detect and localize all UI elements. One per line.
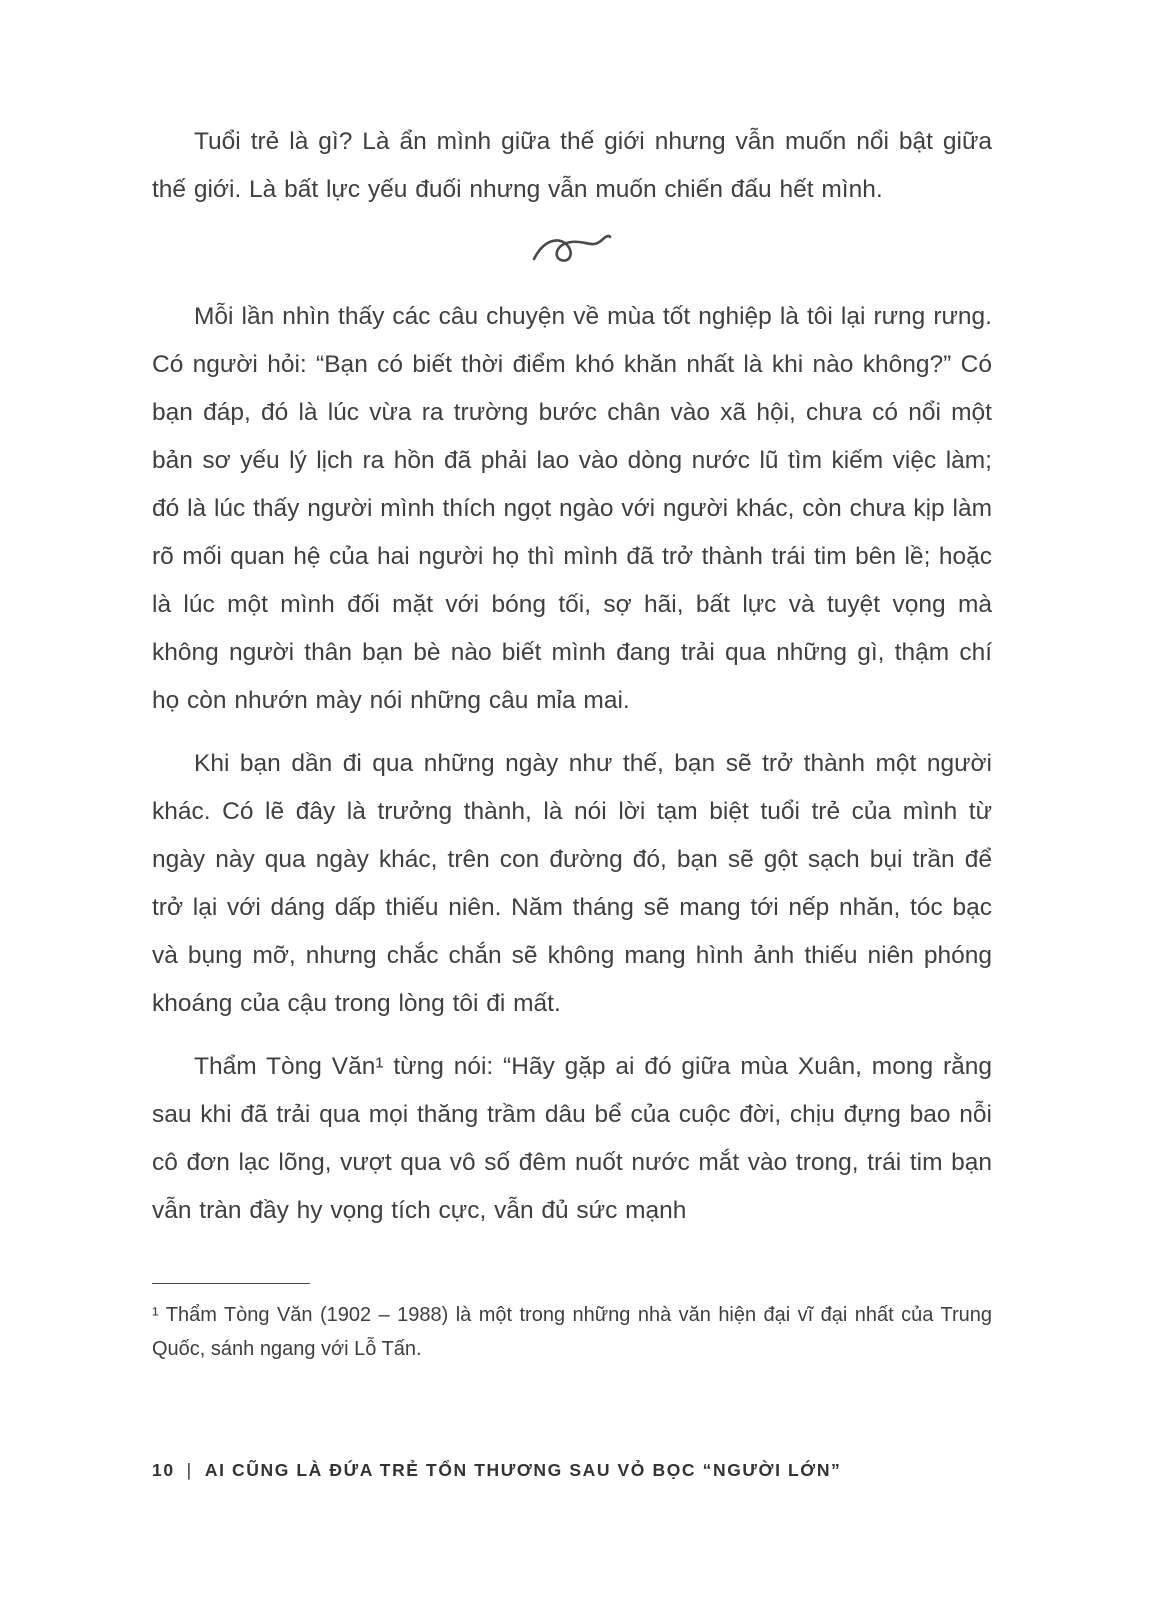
page-footer: [152, 1460, 1052, 1481]
footer-separator: |: [186, 1460, 193, 1480]
flourish-icon: [530, 229, 614, 271]
body-paragraph: Thẩm Tòng Văn¹ từng nói: “Hãy gặp ai đó giữa mùa Xuân, mong rằng sau khi đã trải qua mọi thăng trầm dâu bể của cuộc đời, chịu đựng bao nỗi cô đơn lạc lõng, vượt qua vô số đêm nuốt nước mắt vào trong, trái tim bạn vẫn tràn đầy hy vọng tích cực, vẫn đủ sức mạnh: [152, 1053, 992, 1224]
body-paragraph: Mỗi lần nhìn thấy các câu chuyện về mùa tốt nghiệp là tôi lại rưng rưng. Có người hỏi: “Bạn có biết thời điểm khó khăn nhất là khi nào không?” Có bạn đáp, đó là lúc vừa ra trường bước chân vào xã hội, chưa có nổi một bản sơ yếu lý lịch ra hồn đã phải lao vào dòng nước lũ tìm kiếm việc làm; đó là lúc thấy người mình thích ngọt ngào với người khác, còn chưa kịp làm rõ mối quan hệ của hai người họ thì mình đã trở thành trái tim bên lề; hoặc là lúc một mình đối mặt với bóng tối, sợ hãi, bất lực và tuyệt vọng mà không người thân bạn bè nào biết mình đang trải qua những gì, thậm chí họ còn nhướn mày nói những câu mỉa mai.: [152, 303, 992, 714]
footnote-text: ¹ Thẩm Tòng Văn (1902 – 1988) là một trong những nhà văn hiện đại vĩ đại nhất của Trung Quốc, sánh ngang với Lỗ Tấn.: [152, 1304, 992, 1360]
book-title: AI CŨNG LÀ ĐỨA TRẺ TỔN THƯƠNG SAU VỎ BỌC “NGƯỜI LỚN”: [204, 1460, 842, 1480]
epigraph-paragraph: Tuổi trẻ là gì? Là ẩn mình giữa thế giới nhưng vẫn muốn nổi bật giữa thế giới. Là bất lực yếu đuối nhưng vẫn muốn chiến đấu hết mình.: [152, 128, 992, 203]
footnote-separator-rule: [152, 1283, 310, 1284]
footnote-block: [152, 1283, 992, 1366]
page-number: 10: [152, 1460, 175, 1480]
section-divider-ornament: [152, 229, 992, 275]
body-text-block: [152, 118, 992, 1250]
body-paragraph: Khi bạn dần đi qua những ngày như thế, bạn sẽ trở thành một người khác. Có lẽ đây là trưởng thành, là nói lời tạm biệt tuổi trẻ của mình từ ngày này qua ngày khác, trên con đường đó, bạn sẽ gột sạch bụi trần để trở lại với dáng dấp thiếu niên. Năm tháng sẽ mang tới nếp nhăn, tóc bạc và bụng mỡ, nhưng chắc chắn sẽ không mang hình ảnh thiếu niên phóng khoáng của cậu trong lòng tôi đi mất.: [152, 750, 992, 1017]
